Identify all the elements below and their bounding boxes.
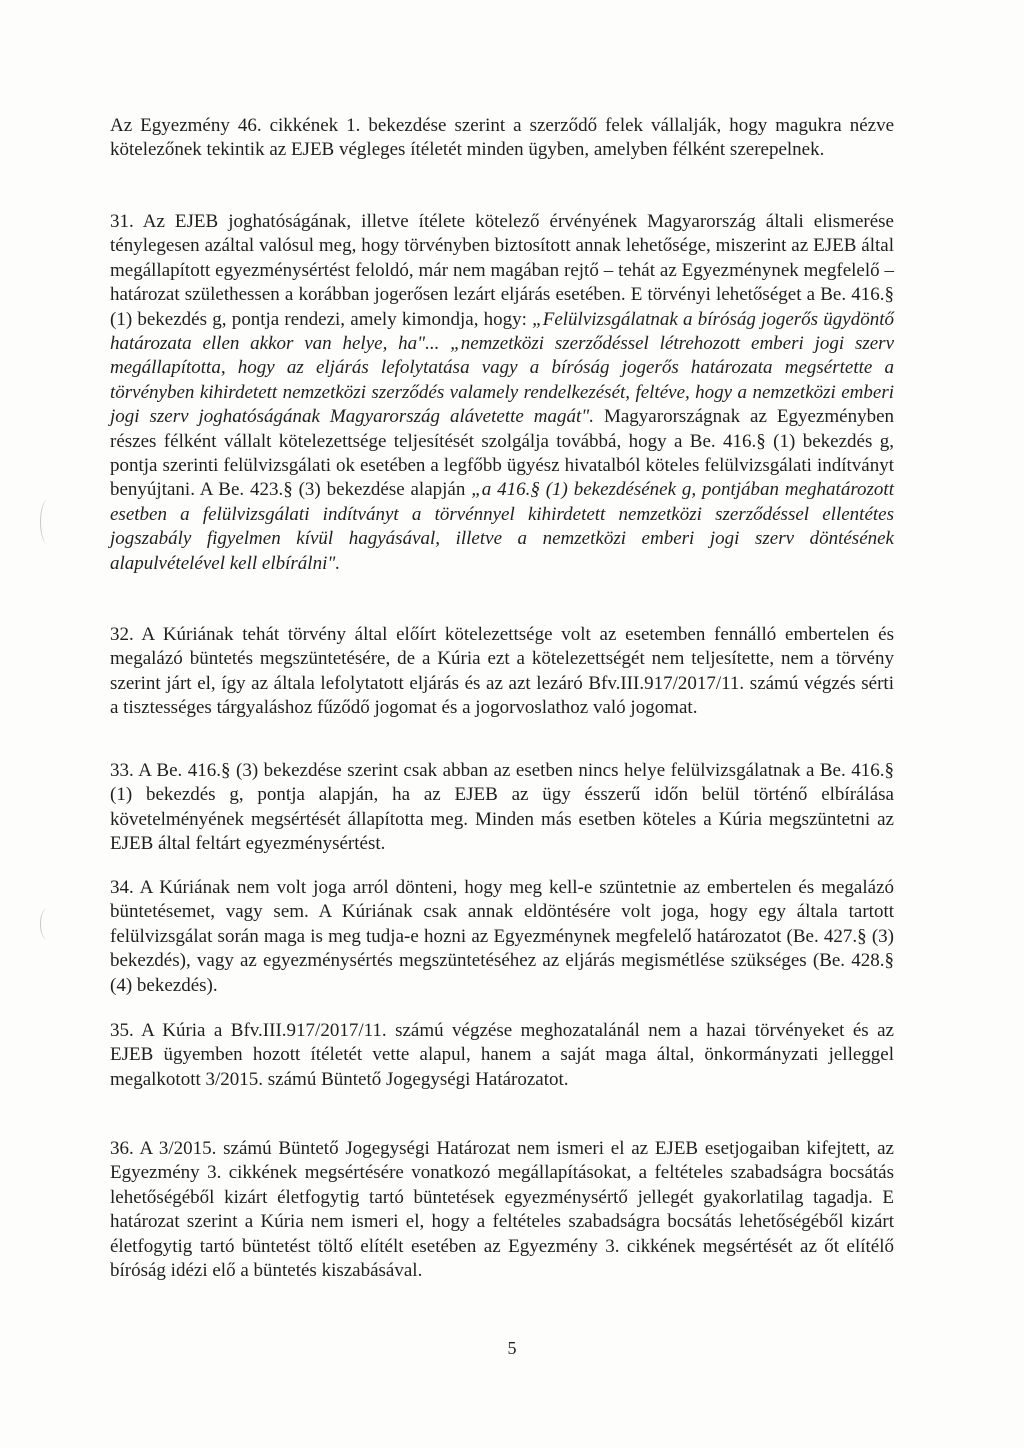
paragraph-text — [110, 876, 894, 998]
text-run: 32. A Kúriának tehát törvény által előírt kötelezettsége volt az esetemben fennálló embertelen és megalázó büntetés megszüntetésére, de a Kúria ezt a kötelezettségét nem teljesítette, nem a törvény szerint járt el, így az általa lefolytatott eljárás és az azt lezáró Bfv.III.917/2017/11. számú végzés sérti a tisztességes tárgyaláshoz fűződő jogomat és a jogorvoslathoz való jogomat. — [110, 624, 894, 719]
text-run: 35. A Kúria a Bfv.III.917/2017/11. számú végzése meghozatalánál nem a hazai törvényeket és az EJEB ügyemben hozott ítéletét vette alapul, hanem a saját maga által, önkormányzati jelleggel megalkotott 3/2015. számú Büntető Jogegységi Határozatot. — [110, 1020, 894, 1090]
paragraph-36 — [110, 1137, 894, 1283]
paragraph-intro — [110, 114, 894, 163]
text-run: 36. A 3/2015. számú Büntető Jogegységi Határozat nem ismeri el az EJEB esetjogaiban kifejtett, az Egyezmény 3. cikkének megsértésére vonatkozó megállapításokat, a feltételes szabadságra bocsátás lehetőségéből kizárt életfogytig tartó büntetések egyezménysértő jellegét gyakorlatilag tagadja. E határozat szerint a Kúria nem ismeri el, hogy a feltételes szabadságra bocsátás lehetőségéből kizárt életfogytig tartó büntetést töltő elítélt esetében az Egyezmény 3. cikkének megsértését az őt elítélő bíróság idézi elő a büntetés kiszabásával. — [110, 1138, 894, 1282]
paragraph-text — [110, 210, 894, 576]
paragraph-32 — [110, 623, 894, 721]
paragraph-33 — [110, 759, 894, 857]
text-run: 33. A Be. 416.§ (3) bekezdése szerint csak abban az esetben nincs helye felülvizsgálatnak a Be. 416.§ (1) bekezdés g, pontja alapján, ha az EJEB az ügy ésszerű időn belül történő elbírálása követelményének megsértését állapította meg. Minden más esetben köteles a Kúria megszüntetni az EJEB által feltárt egyezménysértést. — [110, 760, 894, 855]
paragraph-34 — [110, 876, 894, 998]
text-run: Magyarországnak az Egyezményben részes félként vállalt kötelezettsége teljesítését szolgálja továbbá, hogy a Be. 416.§ (1) bekezdés g, pontja szerinti felülvizsgálati ok esetében a legfőbb ügyész hivatalból köteles felülvizsgálati indítványt benyújtani. A Be. 423.§ (3) bekezdése alapján — [110, 406, 894, 501]
paragraph-35 — [110, 1019, 894, 1092]
paragraph-text — [110, 1137, 894, 1283]
paragraph-text — [110, 623, 894, 721]
text-run: Az Egyezmény 46. cikkének 1. bekezdése szerint a szerződő felek vállalják, hogy magukra nézve kötelezőnek tekintik az EJEB végleges ítéletét minden ügyben, amelyben félként szerepelnek. — [110, 115, 894, 161]
italic-quote: „Felülvizsgálatnak a bíróság jogerős ügydöntő határozata ellen akkor van helye, ha"... „nemzetközi szerződéssel létrehozott emberi jogi szerv megállapította, hogy az eljárás lefolytatása vagy a bíróság jogerős határozata megsértette a törvényben kihirdetett nemzetközi szerződés valamely rendelkezését, feltéve, hogy a nemzetközi emberi jogi szerv joghatóságának Magyarország alávetette magát". — [110, 308, 894, 428]
scan-mark-lower — [40, 908, 55, 940]
page-number: 5 — [507, 1338, 517, 1358]
scan-mark-upper — [40, 500, 55, 544]
paragraph-text — [110, 759, 894, 857]
paragraph-31 — [110, 210, 894, 576]
italic-quote: „a 416.§ (1) bekezdésének g, pontjában meghatározott esetben a felülvizsgálati indítványt a törvénnyel kihirdetett nemzetközi szerződéssel ellentétes jogszabály figyelmen kívül hagyásával, illetve a nemzetközi emberi jogi szerv döntésének alapulvételével kell elbírálni". — [110, 479, 894, 574]
text-run: 34. A Kúriának nem volt joga arról dönteni, hogy meg kell-e szüntetnie az embertelen és megalázó büntetésemet, vagy sem. A Kúriának csak annak eldöntésére volt joga, hogy egy általa tartott felülvizsgálat során maga is meg tudja-e hozni az Egyezménynek megfelelő határozatot (Be. 427.§ (3) bekezdés), vagy az egyezménysértés megszüntetéséhez az eljárás megismétlése szükséges (Be. 428.§ (4) bekezdés). — [110, 877, 894, 996]
text-run: 31. Az EJEB joghatóságának, illetve ítélete kötelező érvényének Magyarország általi elismerése ténylegesen azáltal valósul meg, hogy törvényben biztosított annak lehetősége, miszerint az EJEB által megállapított egyezménysértést feloldó, már nem magában rejtő – tehát az Egyezménynek megfelelő – határozat születhessen a korábban jogerősen lezárt eljárás esetében. E törvényi lehetőséget a Be. 416.§ (1) bekezdés g, pontja rendezi, amely kimondja, hogy: — [110, 211, 894, 330]
paragraph-text — [110, 1019, 894, 1092]
paragraph-text — [110, 114, 894, 163]
